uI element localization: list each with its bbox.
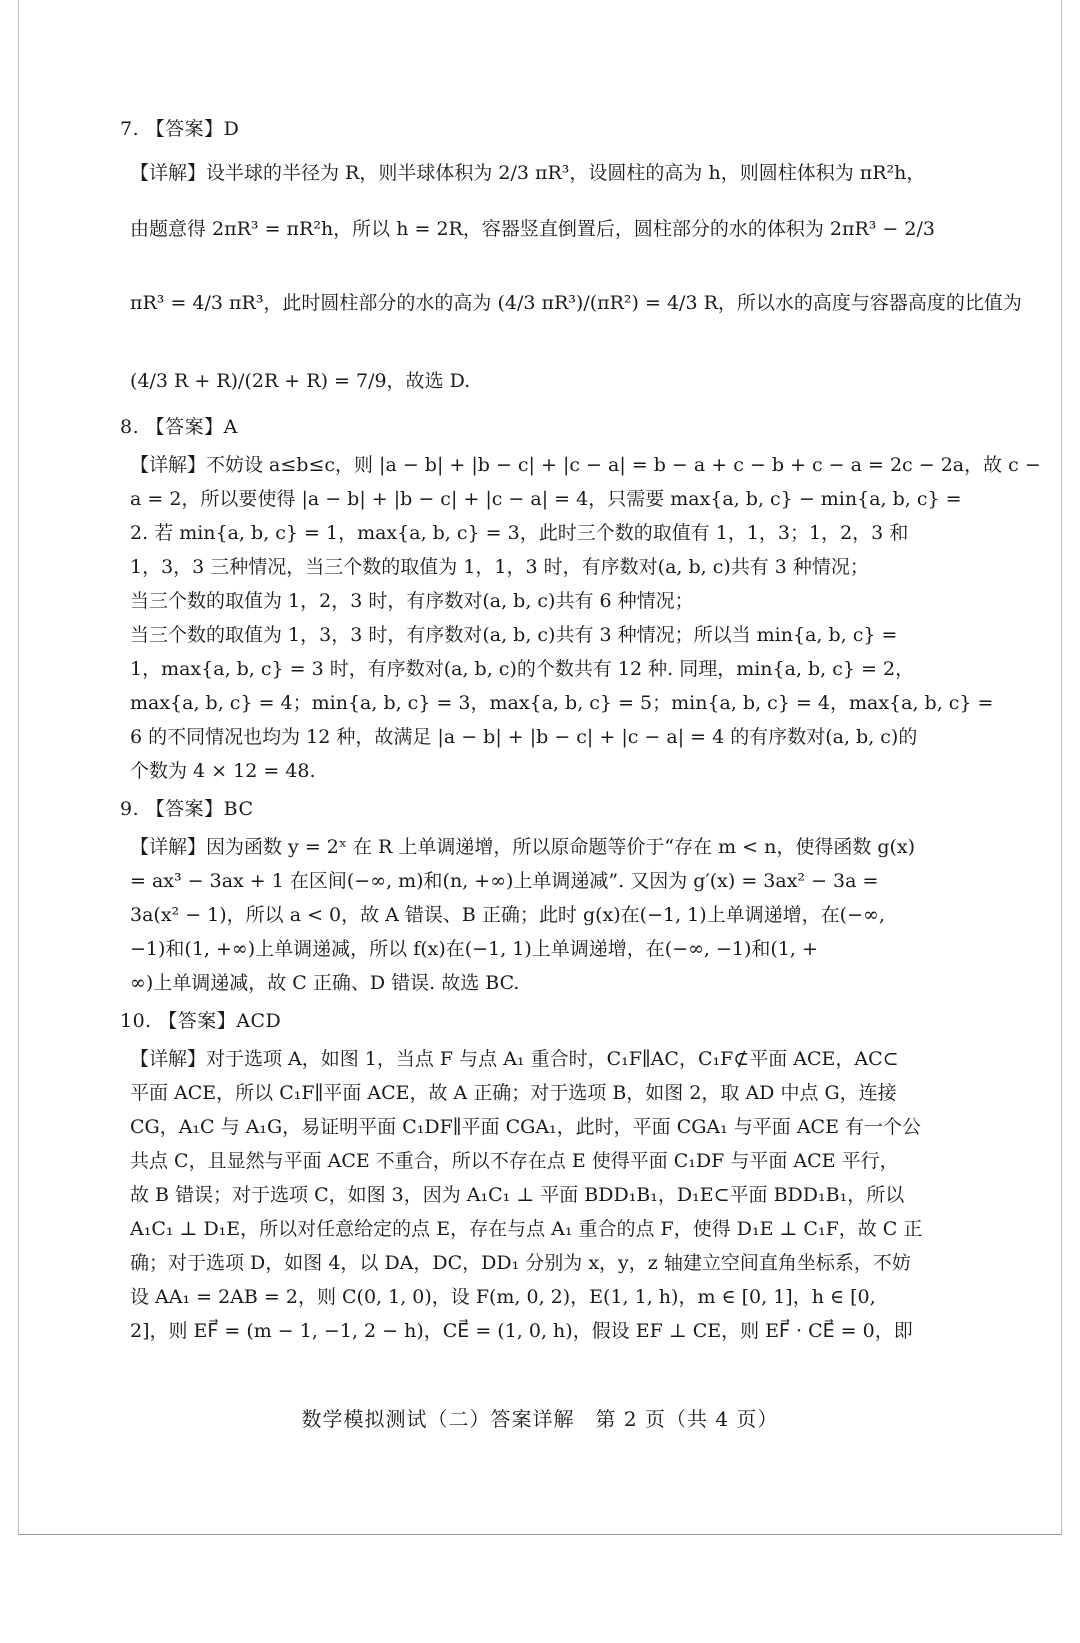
question-7-line-4: (4/3 R + R)/(2R + R) = 7/9，故选 D. [130, 370, 471, 392]
question-8-line-5: 当三个数的取值为 1，2，3 时，有序数对(a, b, c)共有 6 种情况； [130, 590, 694, 612]
page-footer: 数学模拟测试（二）答案详解 第 2 页（共 4 页） [301, 1407, 779, 1431]
question-8-line-7: 1，max{a, b, c} = 3 时，有序数对(a, b, c)的个数共有 12 种. 同理，min{a, b, c} = 2， [130, 658, 915, 680]
question-8-line-3: 2. 若 min{a, b, c} = 1，max{a, b, c} = 3，此时三个数的取值有 1，1，3；1，2，3 和 [130, 522, 909, 544]
question-9 [120, 792, 930, 1000]
question-10-answer: 10. 【答案】ACD [120, 1010, 282, 1032]
question-8-line-4: 1，3，3 三种情况，当三个数的取值为 1，1，3 时，有序数对(a, b, c)共有 3 种情况； [130, 556, 869, 578]
question-8-line-10: 个数为 4 × 12 = 48. [130, 760, 316, 782]
question-10-line-4: 共点 C，且显然与平面 ACE 不重合，所以不存在点 E 使得平面 C₁DF 与平面 ACE 平行， [130, 1150, 899, 1172]
question-7 [120, 112, 1022, 398]
question-10-line-6: A₁C₁ ⊥ D₁E，所以对任意给定的点 E，存在与点 A₁ 重合的点 F，使得 D₁E ⊥ C₁F，故 C 正 [130, 1218, 923, 1240]
question-8-answer: 8. 【答案】A [120, 416, 238, 438]
question-7-line-3: πR³ = 4/3 πR³，此时圆柱部分的水的高为 (4/3 πR³)/(πR²) = 4/3 R，所以水的高度与容器高度的比值为 [130, 292, 1022, 314]
question-8-line-8: max{a, b, c} = 4；min{a, b, c} = 3，max{a, b, c} = 5；min{a, b, c} = 4，max{a, b, c} = [130, 692, 994, 714]
question-9-answer: 9. 【答案】BC [120, 798, 254, 820]
question-10 [120, 1004, 930, 1348]
question-9-line-1: 【详解】因为函数 y = 2ˣ 在 R 上单调递增，所以原命题等价于“存在 m < n，使得函数 g(x) [130, 836, 916, 858]
question-7-line-2: 由题意得 2πR³ = πR²h，所以 h = 2R，容器竖直倒置后，圆柱部分的水的体积为 2πR³ − 2/3 [130, 218, 935, 240]
question-9-line-4: −1)和(1, +∞)上单调递减，所以 f(x)在(−1, 1)上单调递增，在(−∞, −1)和(1, + [130, 938, 818, 960]
question-10-line-8: 设 AA₁ = 2AB = 2，则 C(0, 1, 0)，设 F(m, 0, 2)，E(1, 1, h)，m ∈ [0, 1]，h ∈ [0, [130, 1286, 876, 1308]
question-8-line-1: 【详解】不妨设 a≤b≤c，则 |a − b| + |b − c| + |c − a| = b − a + c − b + c − a = 2c − 2a，故 c − [130, 454, 1041, 476]
question-9-line-5: ∞)上单调递减，故 C 正确、D 错误. 故选 BC. [130, 972, 520, 994]
question-10-line-9: 2]，则 EF⃗ = (m − 1, −1, 2 − h)，CE⃗ = (1, 0, h)，假设 EF ⊥ CE，则 EF⃗ · CE⃗ = 0，即 [130, 1320, 913, 1342]
question-10-line-3: CG，A₁C 与 A₁G，易证明平面 C₁DF∥平面 CGA₁，此时，平面 CGA₁ 与平面 ACE 有一个公 [130, 1116, 922, 1138]
question-7-answer: 7. 【答案】D [120, 118, 240, 140]
question-10-line-5: 故 B 错误；对于选项 C，如图 3，因为 A₁C₁ ⊥ 平面 BDD₁B₁，D₁E⊂平面 BDD₁B₁，所以 [130, 1184, 905, 1206]
question-7-line-1: 【详解】设半球的半径为 R，则半球体积为 2/3 πR³，设圆柱的高为 h，则圆柱体积为 πR²h， [130, 162, 926, 184]
question-9-line-3: 3a(x² − 1)，所以 a < 0，故 A 错误、B 正确；此时 g(x)在(−1, 1)上单调递增，在(−∞, [130, 904, 885, 926]
question-10-line-2: 平面 ACE，所以 C₁F∥平面 ACE，故 A 正确；对于选项 B，如图 2，取 AD 中点 G，连接 [130, 1082, 897, 1104]
question-8 [120, 410, 1041, 788]
question-8-line-6: 当三个数的取值为 1，3，3 时，有序数对(a, b, c)共有 3 种情况；所以当 min{a, b, c} = [130, 624, 898, 646]
question-8-line-2: a = 2，所以要使得 |a − b| + |b − c| + |c − a| = 4，只需要 max{a, b, c} − min{a, b, c} = [130, 488, 962, 510]
question-9-line-2: = ax³ − 3ax + 1 在区间(−∞, m)和(n, +∞)上单调递减”. 又因为 g′(x) = 3ax² − 3a = [130, 870, 879, 892]
question-10-line-7: 确；对于选项 D，如图 4，以 DA，DC，DD₁ 分别为 x，y，z 轴建立空间直角坐标系，不妨 [130, 1252, 911, 1274]
answer-content [120, 112, 1041, 1348]
question-10-line-1: 【详解】对于选项 A，如图 1，当点 F 与点 A₁ 重合时，C₁F∥AC，C₁F⊄平面 ACE，AC⊂ [130, 1048, 899, 1070]
question-8-line-9: 6 的不同情况也均为 12 种，故满足 |a − b| + |b − c| + |c − a| = 4 的有序数对(a, b, c)的 [130, 726, 918, 748]
